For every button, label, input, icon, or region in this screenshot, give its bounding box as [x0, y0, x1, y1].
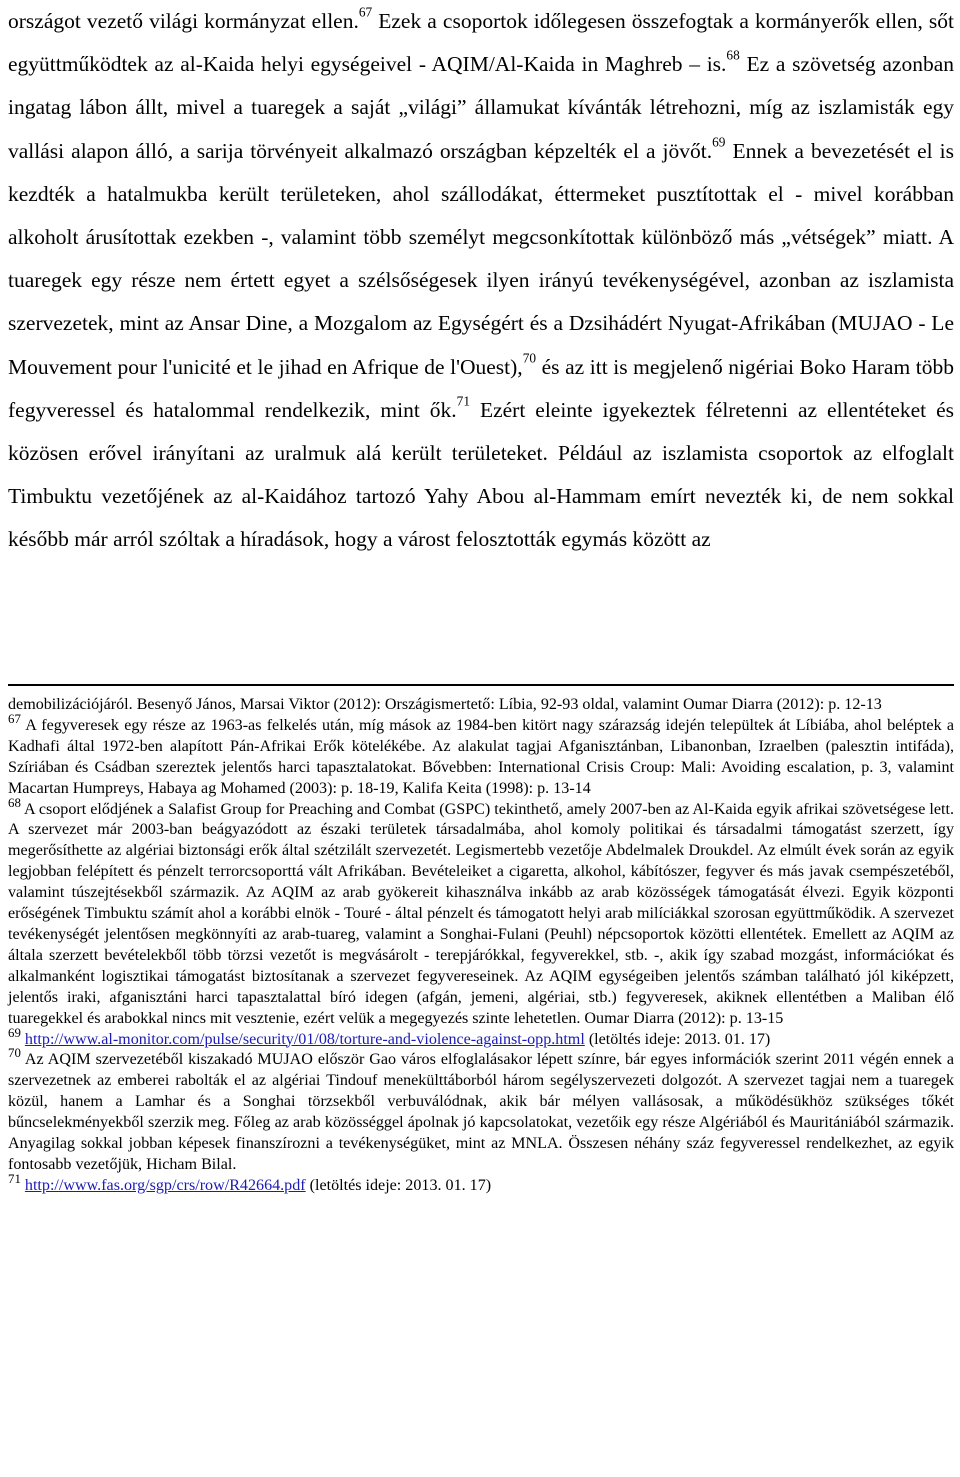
footnote-continuation: demobilizációjáról. Besenyő János, Marsai Viktor (2012): Országismertető: Líbia, 92-93 oldal, valamint Oumar Diarra (2012): p. 12-13	[8, 696, 882, 713]
footnote-text: Az AQIM szervezetéből kiszakadó MUJAO először Gao város elfoglalásakor lépett színre, bár egyes információk szerint 2011 végén ennek a szervezetnek az emberei rabolták el az algériai Tindouf menekülttáborból három segélyszervezeti dolgozót. A szervezet tagjai nem a tuaregek közül, hanem a Lamhar és a Songhai törzsekből verbuválódnak, akik bár mélyen vallásosak, a működésükhöz szükséges tőkét bűncselekményekből szerzik meg. Főleg az arab közösséggel ápolnak jó kapcsolatokat, vezetőik egy része Algériából és Mauritániából származik. Anyagilag sokkal jobban képesek finanszírozni a tevékenységüket, mint az MNLA. Összesen néhány száz fegyveressel rendelkezhet, az egyik fontosabb vezetőjük, Hicham Bilal.	[8, 1051, 954, 1173]
text-segment: és az itt is megjelenő nigériai Boko Haram több fegyveressel és hatalommal rendelkezik, mint ők.	[8, 354, 954, 422]
footnote-ref-67[interactable]: 67	[358, 4, 373, 20]
footnote-69	[8, 1025, 954, 1051]
footnote-number: 68	[8, 795, 21, 810]
footnote-ref-71[interactable]: 71	[456, 393, 470, 409]
footnote-ref-68[interactable]: 68	[726, 47, 740, 63]
body-text	[8, 0, 954, 562]
footnote-number: 67	[8, 711, 21, 726]
footnote-text: A csoport elődjének a Salafist Group for Preaching and Combat (GSPC) tekinthető, amely 2007-ben az Al-Kaida egyik afrikai szövetségese lett. A szervezet már 2003-ban beágyazódott az északi területek társadalmába, ahol komoly politikai és társadalmi támogatást szerzett, így megerősíthette az algériai biztonsági erők által szétzilált szervezetét. Legismertebb vezetője Abdelmalek Droukdel. Az elmúlt évek során az egyik legjobban felépített és pénzelt terrorcsoporttá vált Afrikában. Bevételeiket a cigaretta, alkohol, kábítószer, fegyver és más javak csempészetéből, valamint túszejtésekből származik. Az AQIM az arab gyökereit kihasználva inkább az arab közösségek támogatását élvezi. Egyik központi erőségének Timbuktu számít ahol a korábbi elnök - Touré - által pénzelt és támogatott helyi arab milíciákkal szorosan együttműködik. A szervezet tevékenységét jelentősen megkönnyíti az arab-tuareg, valamint a Songhai-Fulani (Peuhl) népcsoportok közötti ellentétek. Emellett az AQIM az általa szerzett bevételekből több törzsi vezetőt is megvásárolt - terepjárókkal, fegyverekkel, stb. -, akik így szabad mozgást, információkat és alkalmanként logisztikai támogatást biztosítanak a szervezet fegyvereseinek. Az AQIM egységeiben jelentős számban található jól kiképzett, jelentős iraki, afganisztáni harci tapasztalattal bíró idegen (afgán, jemeni, algériai, stb.) fegyveresek, akiknek ellentétben a Maliban élő tuaregekkel és arabokkal nincs mit vesztenie, ezért velük a megegyezés szinte lehetetlen. Oumar Diarra (2012): p. 13-15	[8, 800, 954, 1027]
text-segment: Ez a szövetség azonban ingatag lábon állt, mivel a tuaregek a saját „világi” államukat kívánták létrehozni, míg az iszlamisták egy vallási alapon álló, a sarija törvényeit alkalmazó országban képzelték el a jövőt.	[8, 52, 954, 163]
text-segment: országot vezető világi kormányzat ellen.	[8, 9, 359, 33]
footnote-link[interactable]: http://www.al-monitor.com/pulse/security/01/08/torture-and-violence-against-opp.html	[24, 1030, 585, 1048]
footnote-text: A fegyveresek egy része az 1963-as felkelés után, míg mások az 1984-ben kitört nagy szárazság idején települtek át Líbiába, ahol beléptek a Kadhafi által 1972-ben alapított Pán-Afrikai Erők kötelékébe. Az alakulat tagjai Afganisztánban, Libanonban, Izraelben (palesztin intifáda), Szíriában és Csádban szereztek jelentős harci tapasztalatokat. Bővebben: International Crisis Croup: Mali: Avoiding escalation, p. 3, valamint Macartan Humpreys, Habaya ag Mohamed (2003): p. 18-19, Kalifa Keita (1998): p. 13-14	[8, 716, 954, 797]
footnote-68	[8, 795, 954, 1030]
footnote-ref-70[interactable]: 70	[522, 350, 537, 366]
text-segment: Ennek a bevezetését el is kezdték a hatalmukba került területeken, ahol szállodákat, éttermeket pusztítottak el - mivel korábban alkoholt árusítottak ezekben -, valamint több személyt megcsonkítottak különböző más „vétségek” miatt. A tuaregek egy része nem értett egyet a szélsőségesek ilyen irányú tevékenységével, azonban az iszlamista szervezetek, mint az Ansar Dine, a Mozgalom az Egységért és a Dzsihádért Nyugat-Afrikában (MUJAO - Le Mouvement pour l'unicité et le jihad en Afrique de l'Ouest),	[8, 138, 954, 379]
footnote-67	[8, 711, 954, 800]
footnote-link[interactable]: http://www.fas.org/sgp/crs/row/R42664.pdf	[24, 1176, 306, 1194]
footnote-number: 70	[8, 1046, 21, 1061]
text-segment: Ezek a csoportok időlegesen összefogtak a kormányerők ellen, sőt együttműködtek az al-Kaida helyi egységeivel - AQIM/Al-Kaida in Maghreb – is.	[8, 9, 954, 77]
footnote-71	[8, 1171, 954, 1197]
footnote-text: (letöltés ideje: 2013. 01. 17)	[584, 1030, 771, 1048]
footnote-number: 71	[8, 1171, 21, 1186]
footnotes	[8, 695, 954, 1197]
footnote-separator	[8, 684, 954, 686]
footnote-number: 69	[8, 1025, 21, 1040]
text-segment: Ezért eleinte igyekeztek félretenni az ellentéteket és közösen erővel irányítani az uralmuk alá került területeket. Például az iszlamista csoportok az elfoglalt Timbuktu vezetőjének az al-Kaidához tartozó Yahy Abou al-Hammam emírt nevezték ki, de nem sokkal később már arról szóltak a híradások, hogy a várost felosztották egymás között az	[8, 397, 954, 552]
footnote-ref-69[interactable]: 69	[712, 134, 726, 150]
footnote-text: (letöltés ideje: 2013. 01. 17)	[305, 1176, 492, 1194]
footnote-70	[8, 1046, 954, 1175]
main-paragraph	[8, 0, 954, 562]
